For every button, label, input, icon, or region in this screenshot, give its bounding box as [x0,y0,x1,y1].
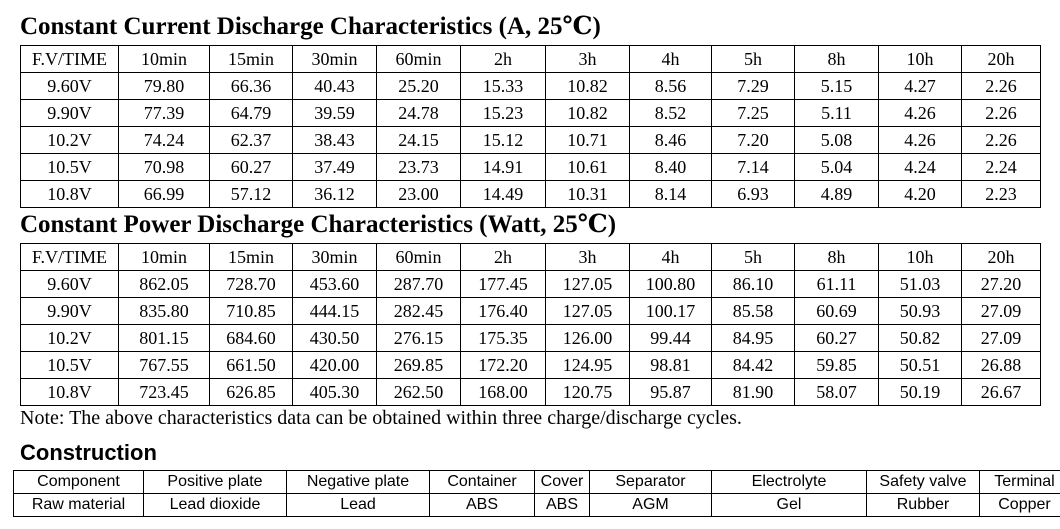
value-cell: 74.24 [119,127,210,154]
voltage-cell: 9.90V [21,100,119,127]
value-cell: 66.36 [210,73,293,100]
column-header: 10min [119,46,210,73]
value-cell: 95.87 [630,379,712,406]
value-cell: 23.73 [377,154,461,181]
value-cell: 26.88 [962,352,1041,379]
voltage-cell: 10.5V [21,352,119,379]
value-cell: 126.00 [546,325,630,352]
column-header: 10min [119,244,210,271]
value-cell: 98.81 [630,352,712,379]
value-cell: 40.43 [293,73,377,100]
value-cell: 64.79 [210,100,293,127]
value-cell: 26.67 [962,379,1041,406]
value-cell: 175.35 [461,325,546,352]
value-cell: 282.45 [377,298,461,325]
column-header: 5h [712,46,795,73]
column-header: 4h [630,46,712,73]
column-header: 10h [879,244,962,271]
value-cell: 59.85 [795,352,879,379]
value-cell: 728.70 [210,271,293,298]
value-cell: 444.15 [293,298,377,325]
current-discharge-table [20,45,1041,208]
component-cell: Container [430,471,535,494]
column-header: 60min [377,46,461,73]
value-cell: 60.69 [795,298,879,325]
value-cell: 177.45 [461,271,546,298]
value-cell: 25.20 [377,73,461,100]
value-cell: 86.10 [712,271,795,298]
value-cell: 8.46 [630,127,712,154]
component-cell: Electrolyte [712,471,867,494]
voltage-cell: 10.5V [21,154,119,181]
component-cell: Cover [535,471,590,494]
value-cell: 15.23 [461,100,546,127]
value-cell: 27.09 [962,325,1041,352]
value-cell: 4.26 [879,100,962,127]
value-cell: 15.33 [461,73,546,100]
component-cell: Positive plate [144,471,287,494]
value-cell: 2.26 [962,127,1041,154]
value-cell: 14.91 [461,154,546,181]
value-cell: 430.50 [293,325,377,352]
value-cell: 2.24 [962,154,1041,181]
value-cell: 50.51 [879,352,962,379]
voltage-cell: 10.2V [21,127,119,154]
value-cell: 8.52 [630,100,712,127]
material-cell: Gel [712,494,867,517]
column-header: 20h [962,46,1041,73]
column-header: 2h [461,244,546,271]
voltage-cell: 10.8V [21,379,119,406]
value-cell: 6.93 [712,181,795,208]
material-cell: Raw material [14,494,144,517]
value-cell: 7.29 [712,73,795,100]
value-cell: 4.89 [795,181,879,208]
value-cell: 14.49 [461,181,546,208]
table-row [21,352,1041,379]
value-cell: 767.55 [119,352,210,379]
construction-component-row [14,471,1060,494]
value-cell: 2.23 [962,181,1041,208]
power-discharge-table [20,243,1041,406]
value-cell: 27.20 [962,271,1041,298]
value-cell: 81.90 [712,379,795,406]
cycles-note: Note: The above characteristics data can be obtained within three charge/discharge cycles. [20,407,742,429]
value-cell: 626.85 [210,379,293,406]
value-cell: 4.20 [879,181,962,208]
material-cell: Rubber [867,494,980,517]
material-cell: Lead dioxide [144,494,287,517]
value-cell: 23.00 [377,181,461,208]
value-cell: 60.27 [210,154,293,181]
value-cell: 4.27 [879,73,962,100]
table-row [21,127,1041,154]
value-cell: 835.80 [119,298,210,325]
column-header: 20h [962,244,1041,271]
component-cell: Separator [590,471,712,494]
value-cell: 8.40 [630,154,712,181]
value-cell: 50.82 [879,325,962,352]
value-cell: 10.61 [546,154,630,181]
value-cell: 60.27 [795,325,879,352]
column-header: F.V/TIME [21,46,119,73]
table-row [21,100,1041,127]
value-cell: 7.20 [712,127,795,154]
value-cell: 5.15 [795,73,879,100]
value-cell: 269.85 [377,352,461,379]
value-cell: 10.71 [546,127,630,154]
value-cell: 100.17 [630,298,712,325]
column-header: 4h [630,244,712,271]
column-header: 15min [210,244,293,271]
value-cell: 77.39 [119,100,210,127]
value-cell: 723.45 [119,379,210,406]
value-cell: 8.14 [630,181,712,208]
value-cell: 168.00 [461,379,546,406]
value-cell: 7.14 [712,154,795,181]
component-cell: Terminal [980,471,1060,494]
value-cell: 51.03 [879,271,962,298]
value-cell: 38.43 [293,127,377,154]
value-cell: 862.05 [119,271,210,298]
value-cell: 4.26 [879,127,962,154]
value-cell: 36.12 [293,181,377,208]
value-cell: 10.31 [546,181,630,208]
construction-title: Construction [20,440,157,465]
value-cell: 684.60 [210,325,293,352]
value-cell: 420.00 [293,352,377,379]
voltage-cell: 9.90V [21,298,119,325]
column-header: 3h [546,244,630,271]
value-cell: 24.78 [377,100,461,127]
value-cell: 27.09 [962,298,1041,325]
material-cell: AGM [590,494,712,517]
value-cell: 37.49 [293,154,377,181]
table-row [21,271,1041,298]
value-cell: 62.37 [210,127,293,154]
value-cell: 453.60 [293,271,377,298]
value-cell: 710.85 [210,298,293,325]
value-cell: 4.24 [879,154,962,181]
material-cell: ABS [535,494,590,517]
column-header: 60min [377,244,461,271]
voltage-cell: 9.60V [21,271,119,298]
value-cell: 57.12 [210,181,293,208]
component-cell: Component [14,471,144,494]
table-row [21,154,1041,181]
column-header: 8h [795,244,879,271]
column-header: 10h [879,46,962,73]
column-header: 30min [293,46,377,73]
table-row [21,325,1041,352]
value-cell: 120.75 [546,379,630,406]
value-cell: 85.58 [712,298,795,325]
value-cell: 287.70 [377,271,461,298]
value-cell: 50.19 [879,379,962,406]
value-cell: 262.50 [377,379,461,406]
column-header: 15min [210,46,293,73]
construction-material-row [14,494,1060,517]
value-cell: 50.93 [879,298,962,325]
value-cell: 661.50 [210,352,293,379]
value-cell: 70.98 [119,154,210,181]
value-cell: 5.11 [795,100,879,127]
material-cell: Lead [287,494,430,517]
value-cell: 127.05 [546,298,630,325]
value-cell: 2.26 [962,73,1041,100]
value-cell: 99.44 [630,325,712,352]
table-row [21,379,1041,406]
voltage-cell: 9.60V [21,73,119,100]
value-cell: 79.80 [119,73,210,100]
current-discharge-title: Constant Current Discharge Characteristics (A, 25℃) [20,13,601,40]
value-cell: 61.11 [795,271,879,298]
value-cell: 172.20 [461,352,546,379]
value-cell: 127.05 [546,271,630,298]
column-header: 2h [461,46,546,73]
voltage-cell: 10.8V [21,181,119,208]
value-cell: 100.80 [630,271,712,298]
value-cell: 66.99 [119,181,210,208]
column-header: 30min [293,244,377,271]
component-cell: Safety valve [867,471,980,494]
value-cell: 124.95 [546,352,630,379]
value-cell: 5.08 [795,127,879,154]
table-header-row [21,46,1041,73]
table-header-row [21,244,1041,271]
value-cell: 801.15 [119,325,210,352]
value-cell: 58.07 [795,379,879,406]
material-cell: Copper [980,494,1060,517]
voltage-cell: 10.2V [21,325,119,352]
column-header: F.V/TIME [21,244,119,271]
value-cell: 24.15 [377,127,461,154]
value-cell: 84.95 [712,325,795,352]
value-cell: 176.40 [461,298,546,325]
value-cell: 39.59 [293,100,377,127]
value-cell: 84.42 [712,352,795,379]
value-cell: 7.25 [712,100,795,127]
value-cell: 10.82 [546,73,630,100]
table-row [21,181,1041,208]
value-cell: 276.15 [377,325,461,352]
table-row [21,298,1041,325]
material-cell: ABS [430,494,535,517]
column-header: 8h [795,46,879,73]
value-cell: 15.12 [461,127,546,154]
construction-table [13,470,1060,517]
value-cell: 2.26 [962,100,1041,127]
value-cell: 5.04 [795,154,879,181]
value-cell: 8.56 [630,73,712,100]
value-cell: 405.30 [293,379,377,406]
value-cell: 10.82 [546,100,630,127]
column-header: 5h [712,244,795,271]
table-row [21,73,1041,100]
column-header: 3h [546,46,630,73]
component-cell: Negative plate [287,471,430,494]
power-discharge-title: Constant Power Discharge Characteristics (Watt, 25℃) [20,211,617,238]
